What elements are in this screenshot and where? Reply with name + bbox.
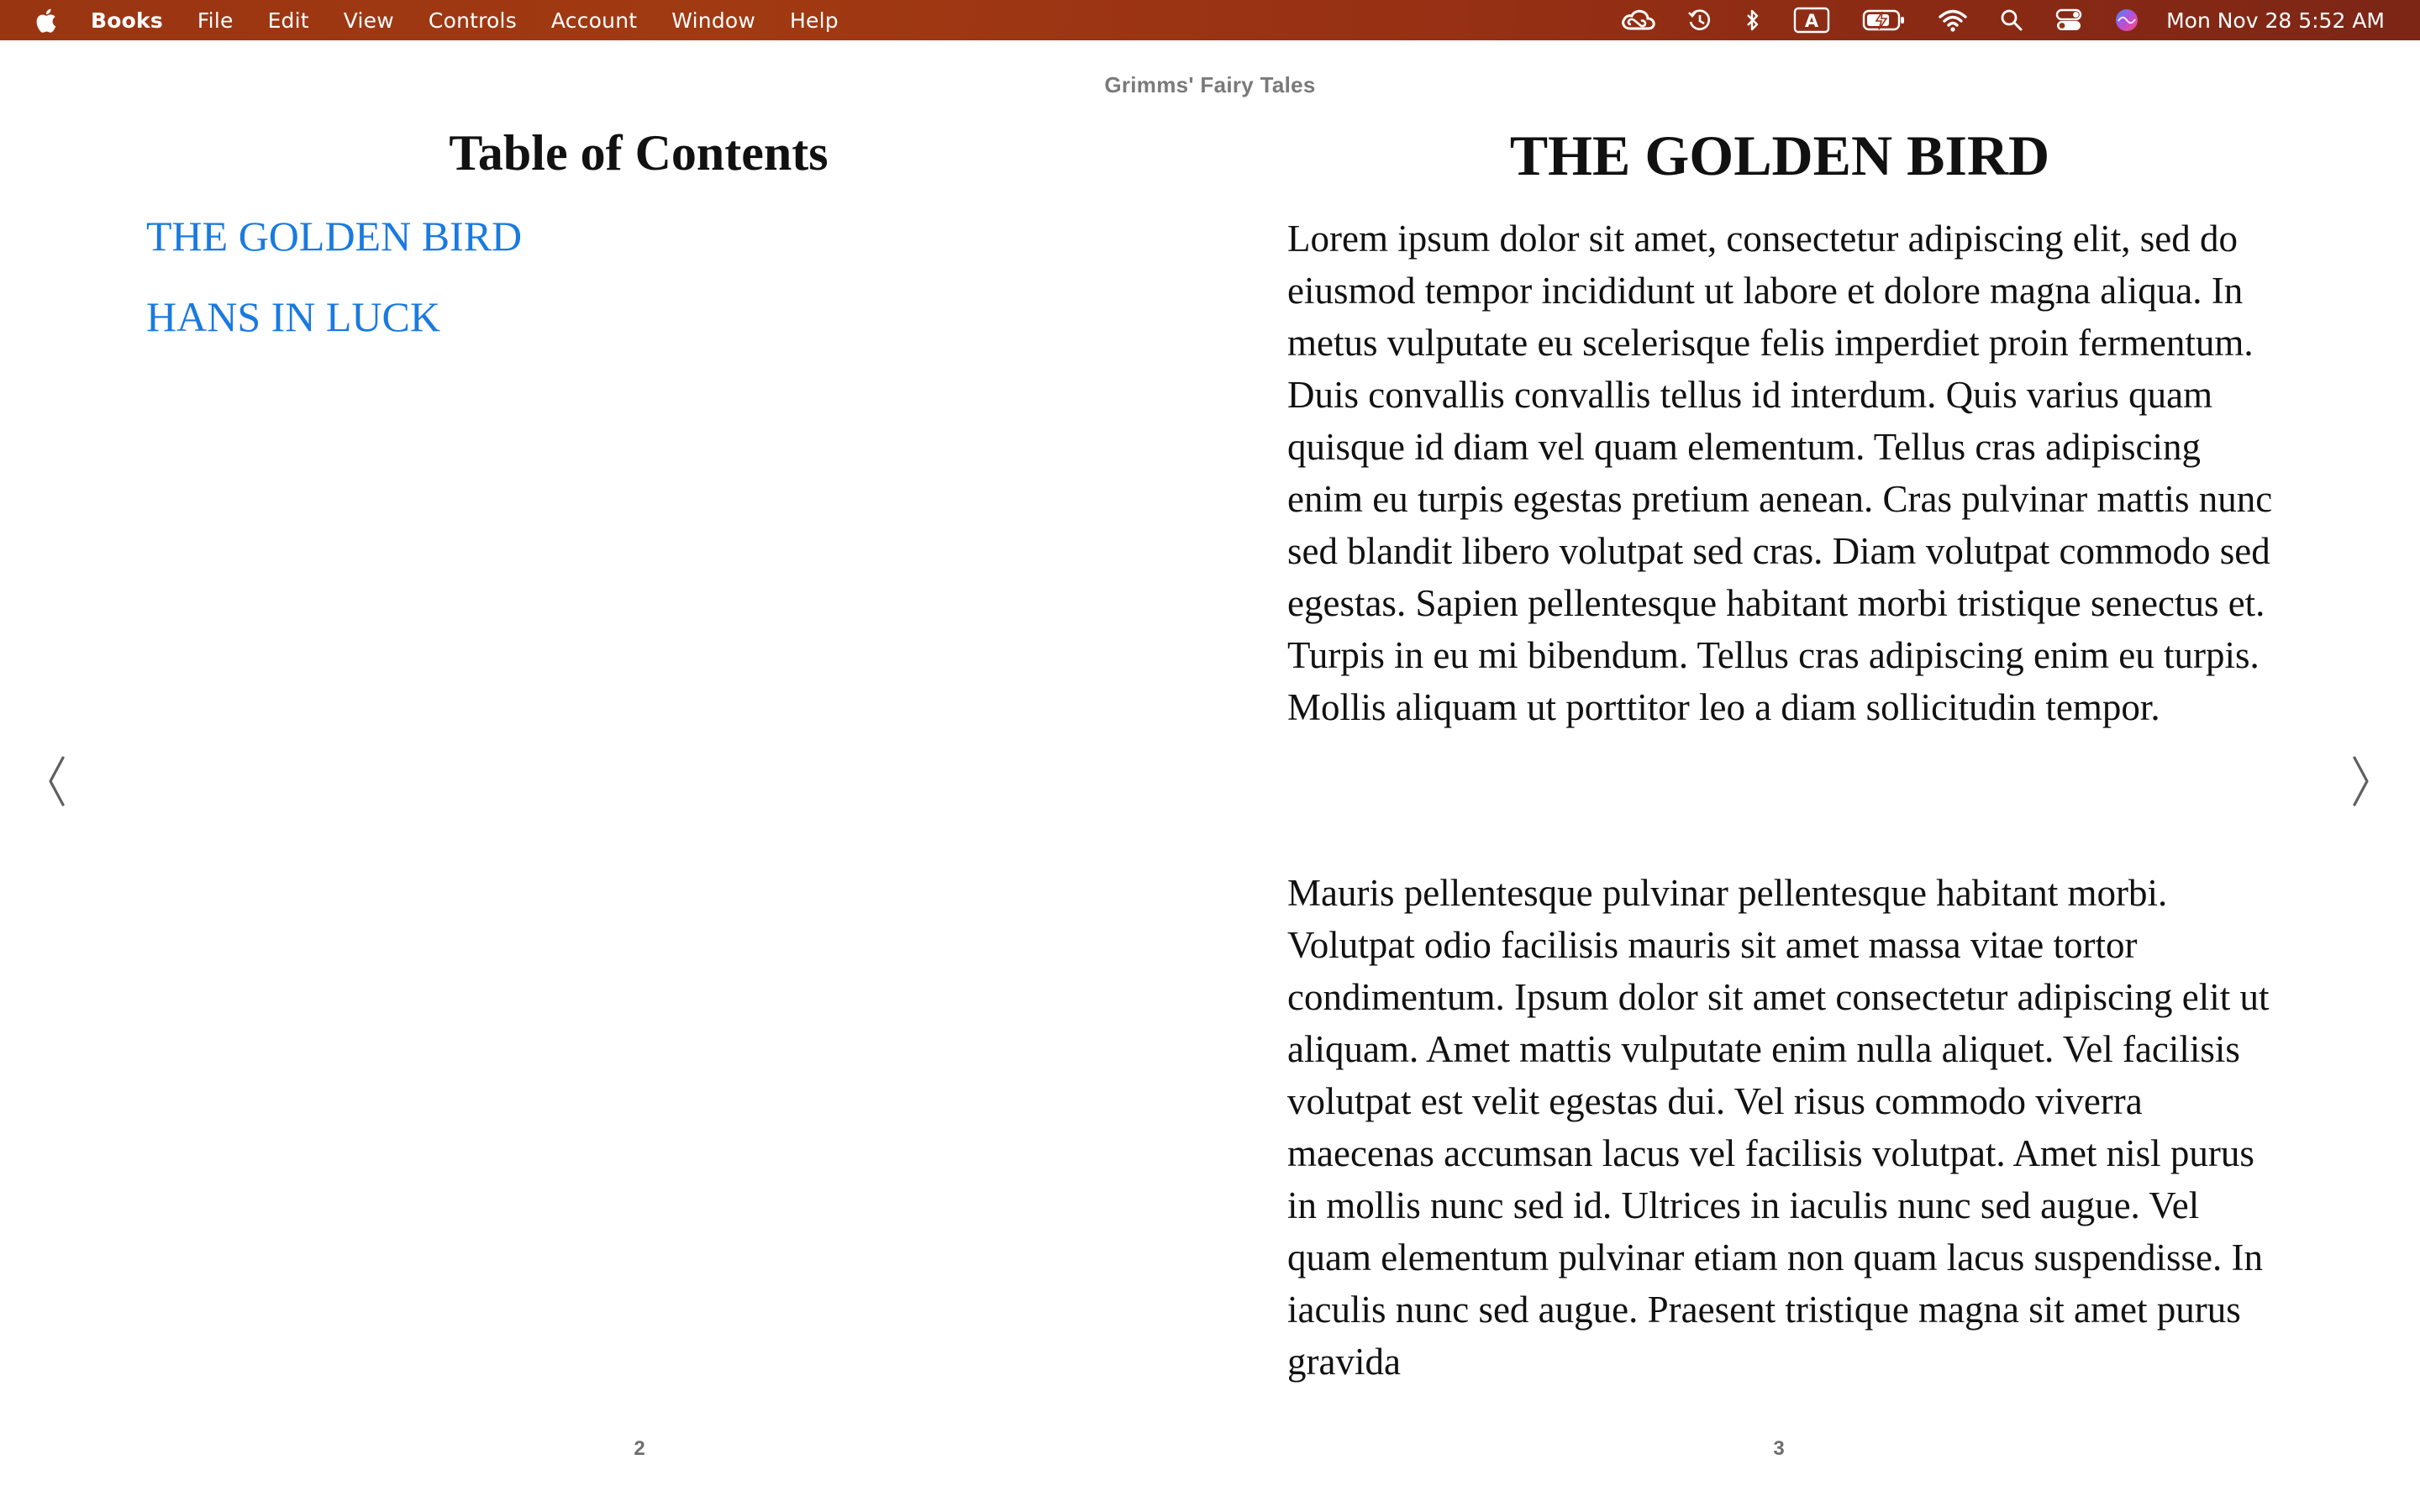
menu-help[interactable]: Help	[790, 8, 839, 33]
body-paragraph: Mauris pellentesque pulvinar pellentesque habitant morbi. Volutpat odio facilisis mauris sit amet massa vitae tortor condimentum. Ipsum dolor sit amet consectetur adipiscing elit ut aliquam. Amet mattis vulputate enim nulla aliquet. Vel facilisis volutpat est velit egestas dui. Vel risus commodo viverra maecenas accumsan lacus vel facilisis volutpat. Amet nisl purus in mollis nunc sed id. Ultrices in iaculis nunc sed augue. Vel quam elementum pulvinar etiam non quam lacus suspendisse. In iaculis nunc sed augue. Praesent tristique magna sit amet purus gravida	[1287, 872, 2270, 1383]
menu-view[interactable]: View	[343, 8, 394, 33]
toc-list	[146, 207, 522, 368]
book-title: Grimms' Fairy Tales	[1104, 72, 1316, 97]
body-paragraph: Lorem ipsum dolor sit amet, consectetur adipiscing elit, sed do eiusmod tempor incididunt ut labore et dolore magna aliqua. In metus vulputate eu scelerisque felis imperdiet proin fermentum. Duis convallis convallis tellus id interdum. Quis varius quam quisque id diam vel quam elementum. Tellus cras adipiscing enim eu turpis egestas pretium aenean. Cras pulvinar mattis nunc sed blandit libero volutpat sed cras. Diam volutpat commodo sed egestas. Sapien pellentesque habitant morbi tristique senectus et. Turpis in eu mi bibendum. Tellus cras adipiscing enim eu turpis. Mollis aliquam ut porttitor leo a diam sollicitudin tempor.	[1287, 218, 2273, 728]
right-page-number: 3	[1773, 1437, 1785, 1460]
chevron-right-icon	[2350, 754, 2372, 808]
toc-heading: Table of Contents	[449, 125, 829, 181]
chevron-left-icon	[45, 754, 67, 808]
time-machine-icon[interactable]	[1687, 0, 1712, 40]
next-page-button[interactable]	[2340, 748, 2382, 815]
battery-icon[interactable]	[1862, 0, 1906, 40]
siri-icon[interactable]	[2114, 0, 2139, 40]
wifi-icon[interactable]	[1938, 0, 1968, 40]
menu-app-name[interactable]: Books	[91, 8, 163, 33]
bluetooth-icon[interactable]	[1744, 0, 1761, 40]
menu-edit[interactable]: Edit	[267, 8, 309, 33]
menu-bar-clock[interactable]: Mon Nov 28 5:52 AM	[2166, 8, 2385, 33]
menu-window[interactable]: Window	[671, 8, 756, 33]
chapter-heading: THE GOLDEN BIRD	[1509, 123, 2050, 187]
spotlight-search-icon[interactable]	[2000, 0, 2023, 40]
book-reader-window	[0, 40, 2420, 1512]
menu-bar	[0, 0, 2420, 40]
apple-menu-icon[interactable]	[34, 7, 57, 34]
toc-link-hans-in-luck[interactable]: HANS IN LUCK	[146, 293, 440, 340]
menu-controls[interactable]: Controls	[428, 8, 517, 33]
menu-account[interactable]: Account	[550, 8, 638, 33]
svg-text:A: A	[1804, 11, 1819, 31]
toc-link-the-golden-bird[interactable]: THE GOLDEN BIRD	[146, 213, 523, 260]
control-center-icon[interactable]	[2055, 0, 2082, 40]
left-page-number: 2	[634, 1437, 645, 1460]
input-source-icon[interactable]	[1793, 0, 1830, 40]
previous-page-button[interactable]	[35, 748, 77, 815]
creative-cloud-icon[interactable]	[1620, 0, 1655, 40]
menu-file[interactable]: File	[197, 8, 234, 33]
